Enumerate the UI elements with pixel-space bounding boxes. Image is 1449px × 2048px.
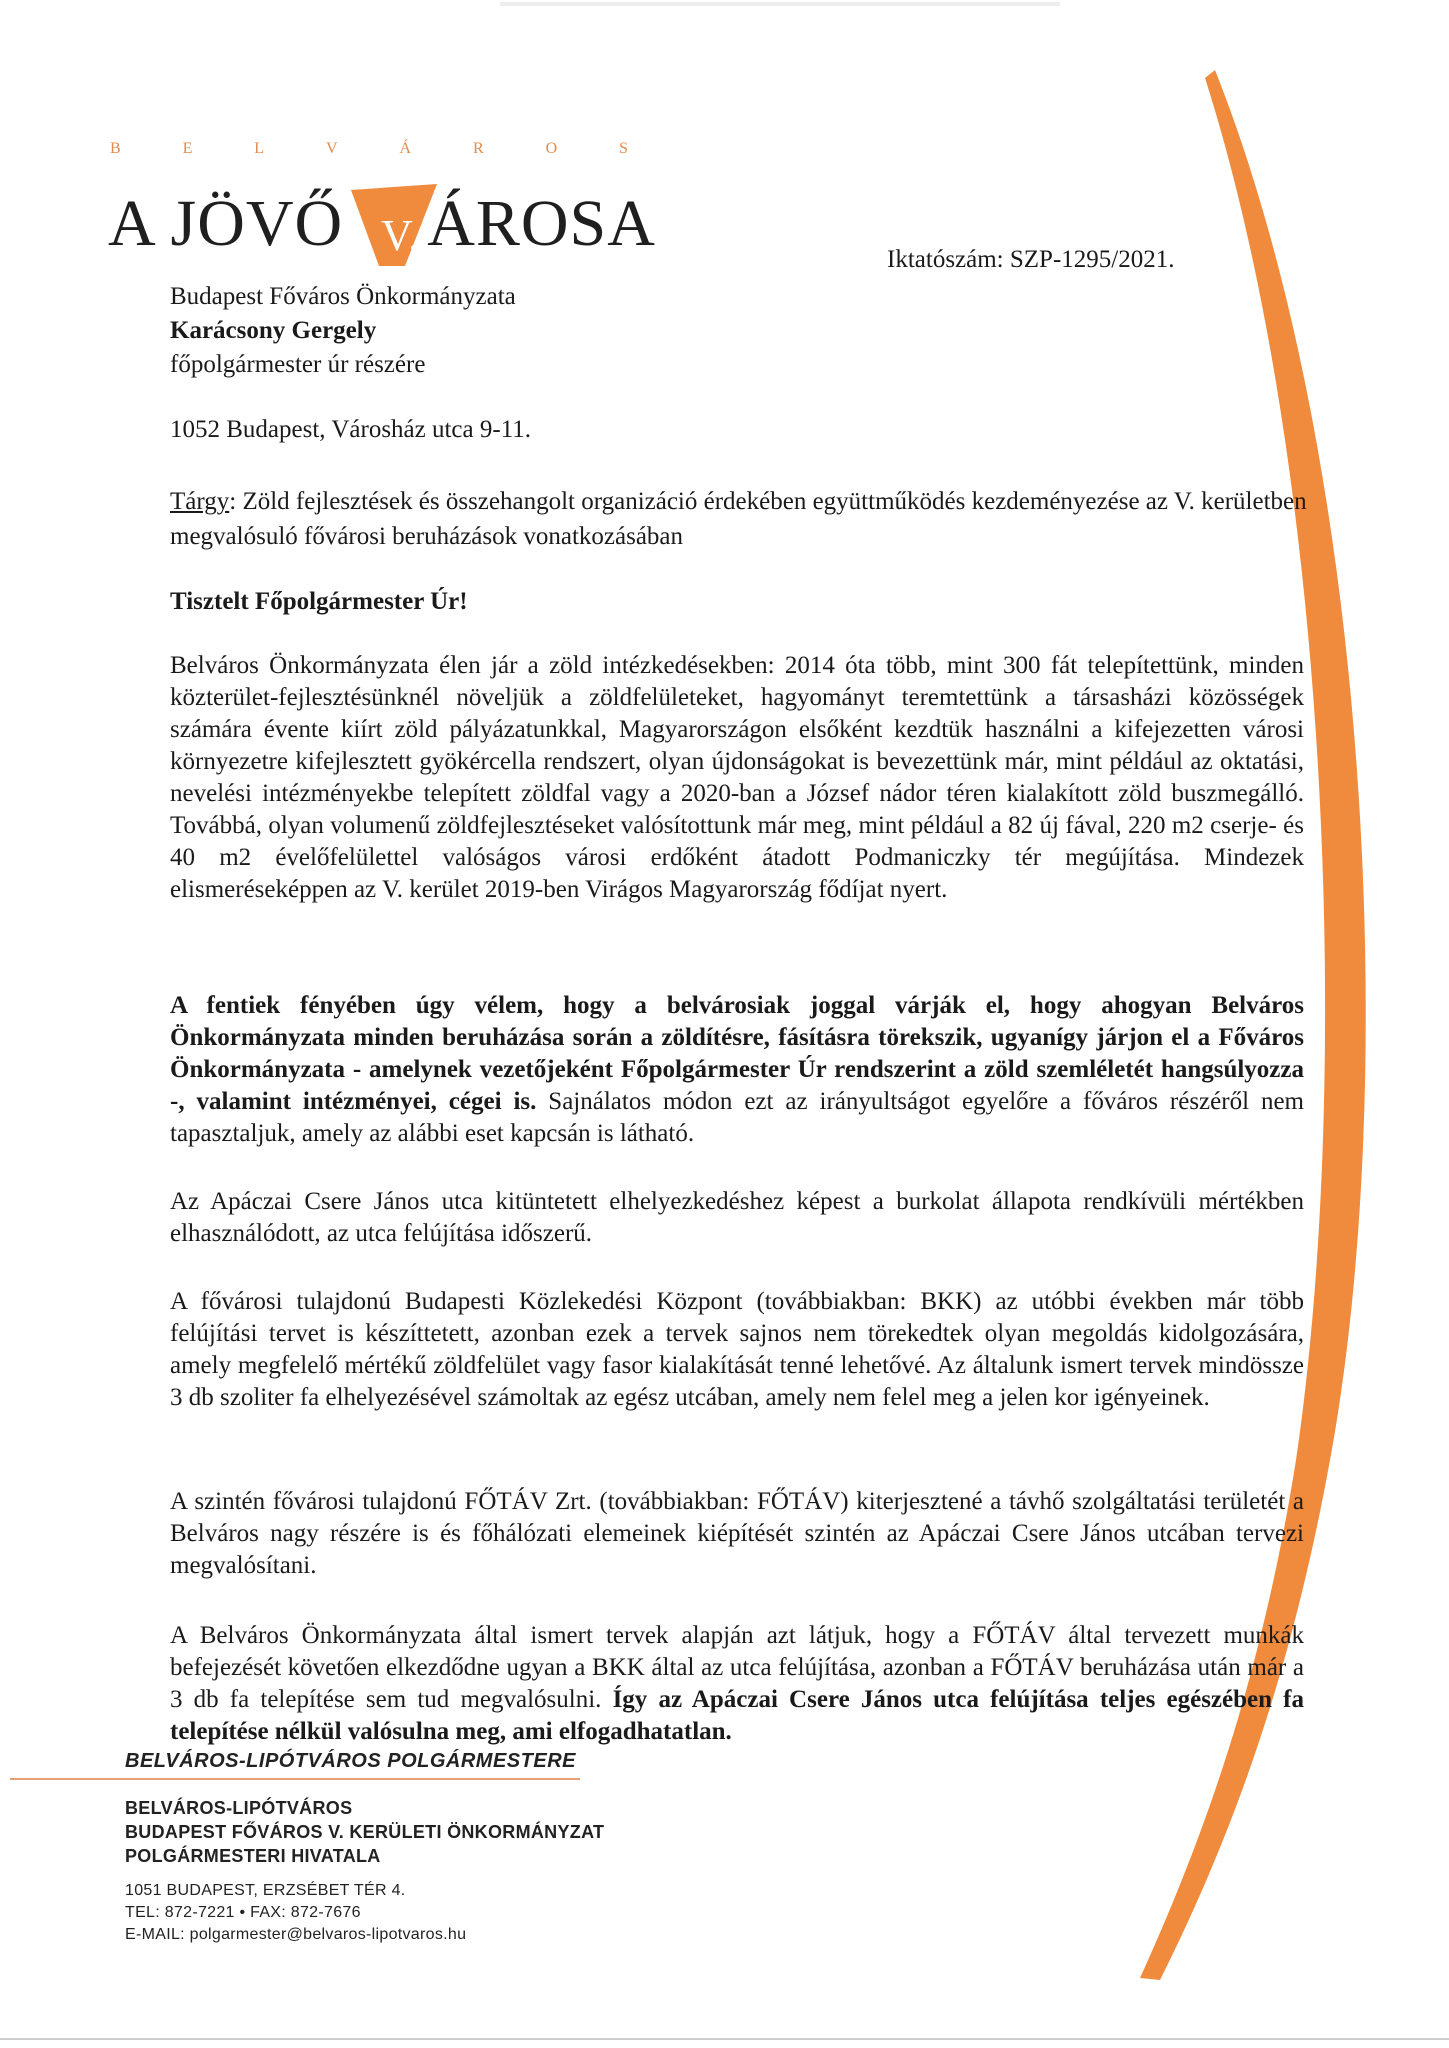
footer-phone-fax: TEL: 872-7221 • FAX: 872-7676 (125, 1904, 361, 1921)
paragraph-bold-text: Így az Apáczai Csere János utca felújítása teljes egészében fa telepítése nélkül valósulna meg, ami elfogadhatatlan. (170, 1686, 1305, 1745)
recipient-street: 1052 Budapest, Városház utca 9-11. (170, 416, 532, 443)
paragraph-text: Belváros Önkormányzata élen jár a zöld intézkedésekben: 2014 óta több, mint 300 fát telepítettünk, minden közterület-fejlesztésünknél növeljük a zöldfelületeket, hagyományt teremtettünk a társasházi közösségek számára évente kiírt zöld pályázatunkkal, Magyarországon elsőként kezdtük használni a kifejezetten városi környezetre kifejlesztett gyökércella rendszert, olyan újdonságokat is bevezettünk már, mint például az oktatási, nevelési intézményekbe telepített zöldfal vagy a 2020-ban a József nádor téren kialakított zöld buszmegálló. Továbbá, olyan volumenű zöldfejlesztéseket valósítottunk már meg, mint például a 82 új fával, 220 m2 cserje- és 40 m2 évelőfelülettel valóságos városi erdőként átadott Podmaniczky tér megújítása. Mindezek elismeréseképpen az V. kerület 2019-ben Virágos Magyarország fődíjat nyert. (170, 652, 1304, 903)
logo-mark-letter: V. (381, 210, 421, 260)
logo-letter: L (254, 140, 267, 157)
footer-org-line: BELVÁROS-LIPÓTVÁROS (125, 1798, 353, 1818)
paragraph-2 (170, 990, 1304, 1150)
logo-letter: V (326, 140, 340, 157)
footer-divider (10, 1778, 580, 1780)
logo-letter: R (472, 140, 486, 157)
paragraph-text: Az Apáczai Csere János utca kitüntetett elhelyezkedéshez képest a burkolat állapota rendkívüli mértékben elhasználódott, az utca felújítása időszerű. (170, 1188, 1304, 1247)
logo-letter: O (545, 140, 560, 157)
paragraph-start-text: A Belváros Önkormányzata által ismert tervek alapján azt látjuk, hogy a FŐTÁV által tervezett munkák befejezését követően elkezdődne ugyan a BKK által az utca felújítása, azonban a FŐTÁV beruházása után már a 3 db fa telepítése sem tud megvalósulni. (170, 1622, 1304, 1713)
subject-label: Tárgy (170, 488, 230, 515)
subject-line (170, 484, 1310, 554)
salutation: Tisztelt Főpolgármester Úr! (170, 588, 468, 615)
footer-org (125, 1796, 604, 1868)
paragraph-text (170, 1620, 1304, 1748)
logo-letter: S (619, 140, 630, 157)
paragraph-rest-text: Sajnálatos módon ezt az irányultságot egyelőre a főváros részéről nem tapasztaljuk, amely az alábbi eset kapcsán is látható. (170, 1088, 1304, 1147)
paragraph-text: A szintén fővárosi tulajdonú FŐTÁV Zrt. (továbbiakban: FŐTÁV) kiterjesztené a távhő szolgáltatási területét a Belváros nagy részére is és főhálózati elemeinek kiépítését szintén az Apáczai Csere János utcában tervezi megvalósítani. (170, 1488, 1304, 1579)
paragraph-bold-text: A fentiek fényében úgy vélem, hogy a belvárosiak joggal várják el, hogy ahogyan Belváros Önkormányzata minden beruházása során a zöldítésre, fásításra törekszik, ugyanígy járjon el a Főváros Önkormányzata - amelynek vezetőjeként Főpolgármester Úr rendszerint a zöld szemléletét hangsúlyozza -, valamint intézményei, cégei is. (170, 992, 1304, 1115)
paragraph-text (170, 990, 1304, 1150)
recipient-role: főpolgármester úr részére (170, 351, 426, 378)
reference-number: Iktatószám: SZP-1295/2021. (887, 246, 1175, 273)
paragraph-1 (170, 650, 1304, 906)
footer-email: E-MAIL: polgarmester@belvaros-lipotvaros.hu (125, 1926, 467, 1943)
paragraph-6 (170, 1620, 1304, 1748)
paragraph-3 (170, 1186, 1304, 1250)
paragraph-5 (170, 1486, 1304, 1582)
subject-text: : Zöld fejlesztések és összehangolt organizáció érdekében együttműködés kezdeményezése az V. kerületben megvalósuló fővárosi beruházások vonatkozásában (170, 488, 1307, 550)
recipient-name: Karácsony Gergely (170, 317, 377, 344)
recipient-address (170, 280, 516, 382)
footer-org-line: POLGÁRMESTERI HIVATALA (125, 1846, 381, 1866)
footer-contact (125, 1880, 604, 1946)
paragraph-4 (170, 1286, 1304, 1414)
logo-letter: Á (399, 140, 414, 157)
scan-bottom-edge (0, 2038, 1449, 2040)
logo-spaced-text (110, 140, 630, 158)
logo-v-mark-icon (353, 192, 433, 260)
footer-org-line: BUDAPEST FŐVÁROS V. KERÜLETI ÖNKORMÁNYZAT (125, 1822, 605, 1842)
logo-letter: B (110, 140, 123, 157)
logo-title (108, 180, 656, 262)
logo-title-rest: ÁROSA (427, 186, 656, 260)
paragraph-text: A fővárosi tulajdonú Budapesti Közlekedési Központ (továbbiakban: BKK) az utóbbi években már több felújítási tervet is készíttetett, azonban ezek a tervek sajnos nem törekedtek olyan megoldás kidolgozására, amely megfelelő mértékű zöldfelület vagy fasor kialakítását tenné lehetővé. Az általunk ismert tervek mindössze 3 db szoliter fa elhelyezésével számoltak az egész utcában, amely nem felel meg a jelen kor igényeinek. (170, 1288, 1304, 1411)
footer-block (125, 1796, 604, 1946)
logo-letter: E (182, 140, 195, 157)
signature-title: BELVÁROS-LIPÓTVÁROS POLGÁRMESTERE (125, 1750, 576, 1772)
logo-title-first: A JÖVŐ (108, 186, 344, 260)
recipient-org: Budapest Főváros Önkormányzata (170, 283, 516, 310)
footer-address: 1051 BUDAPEST, ERZSÉBET TÉR 4. (125, 1882, 406, 1899)
